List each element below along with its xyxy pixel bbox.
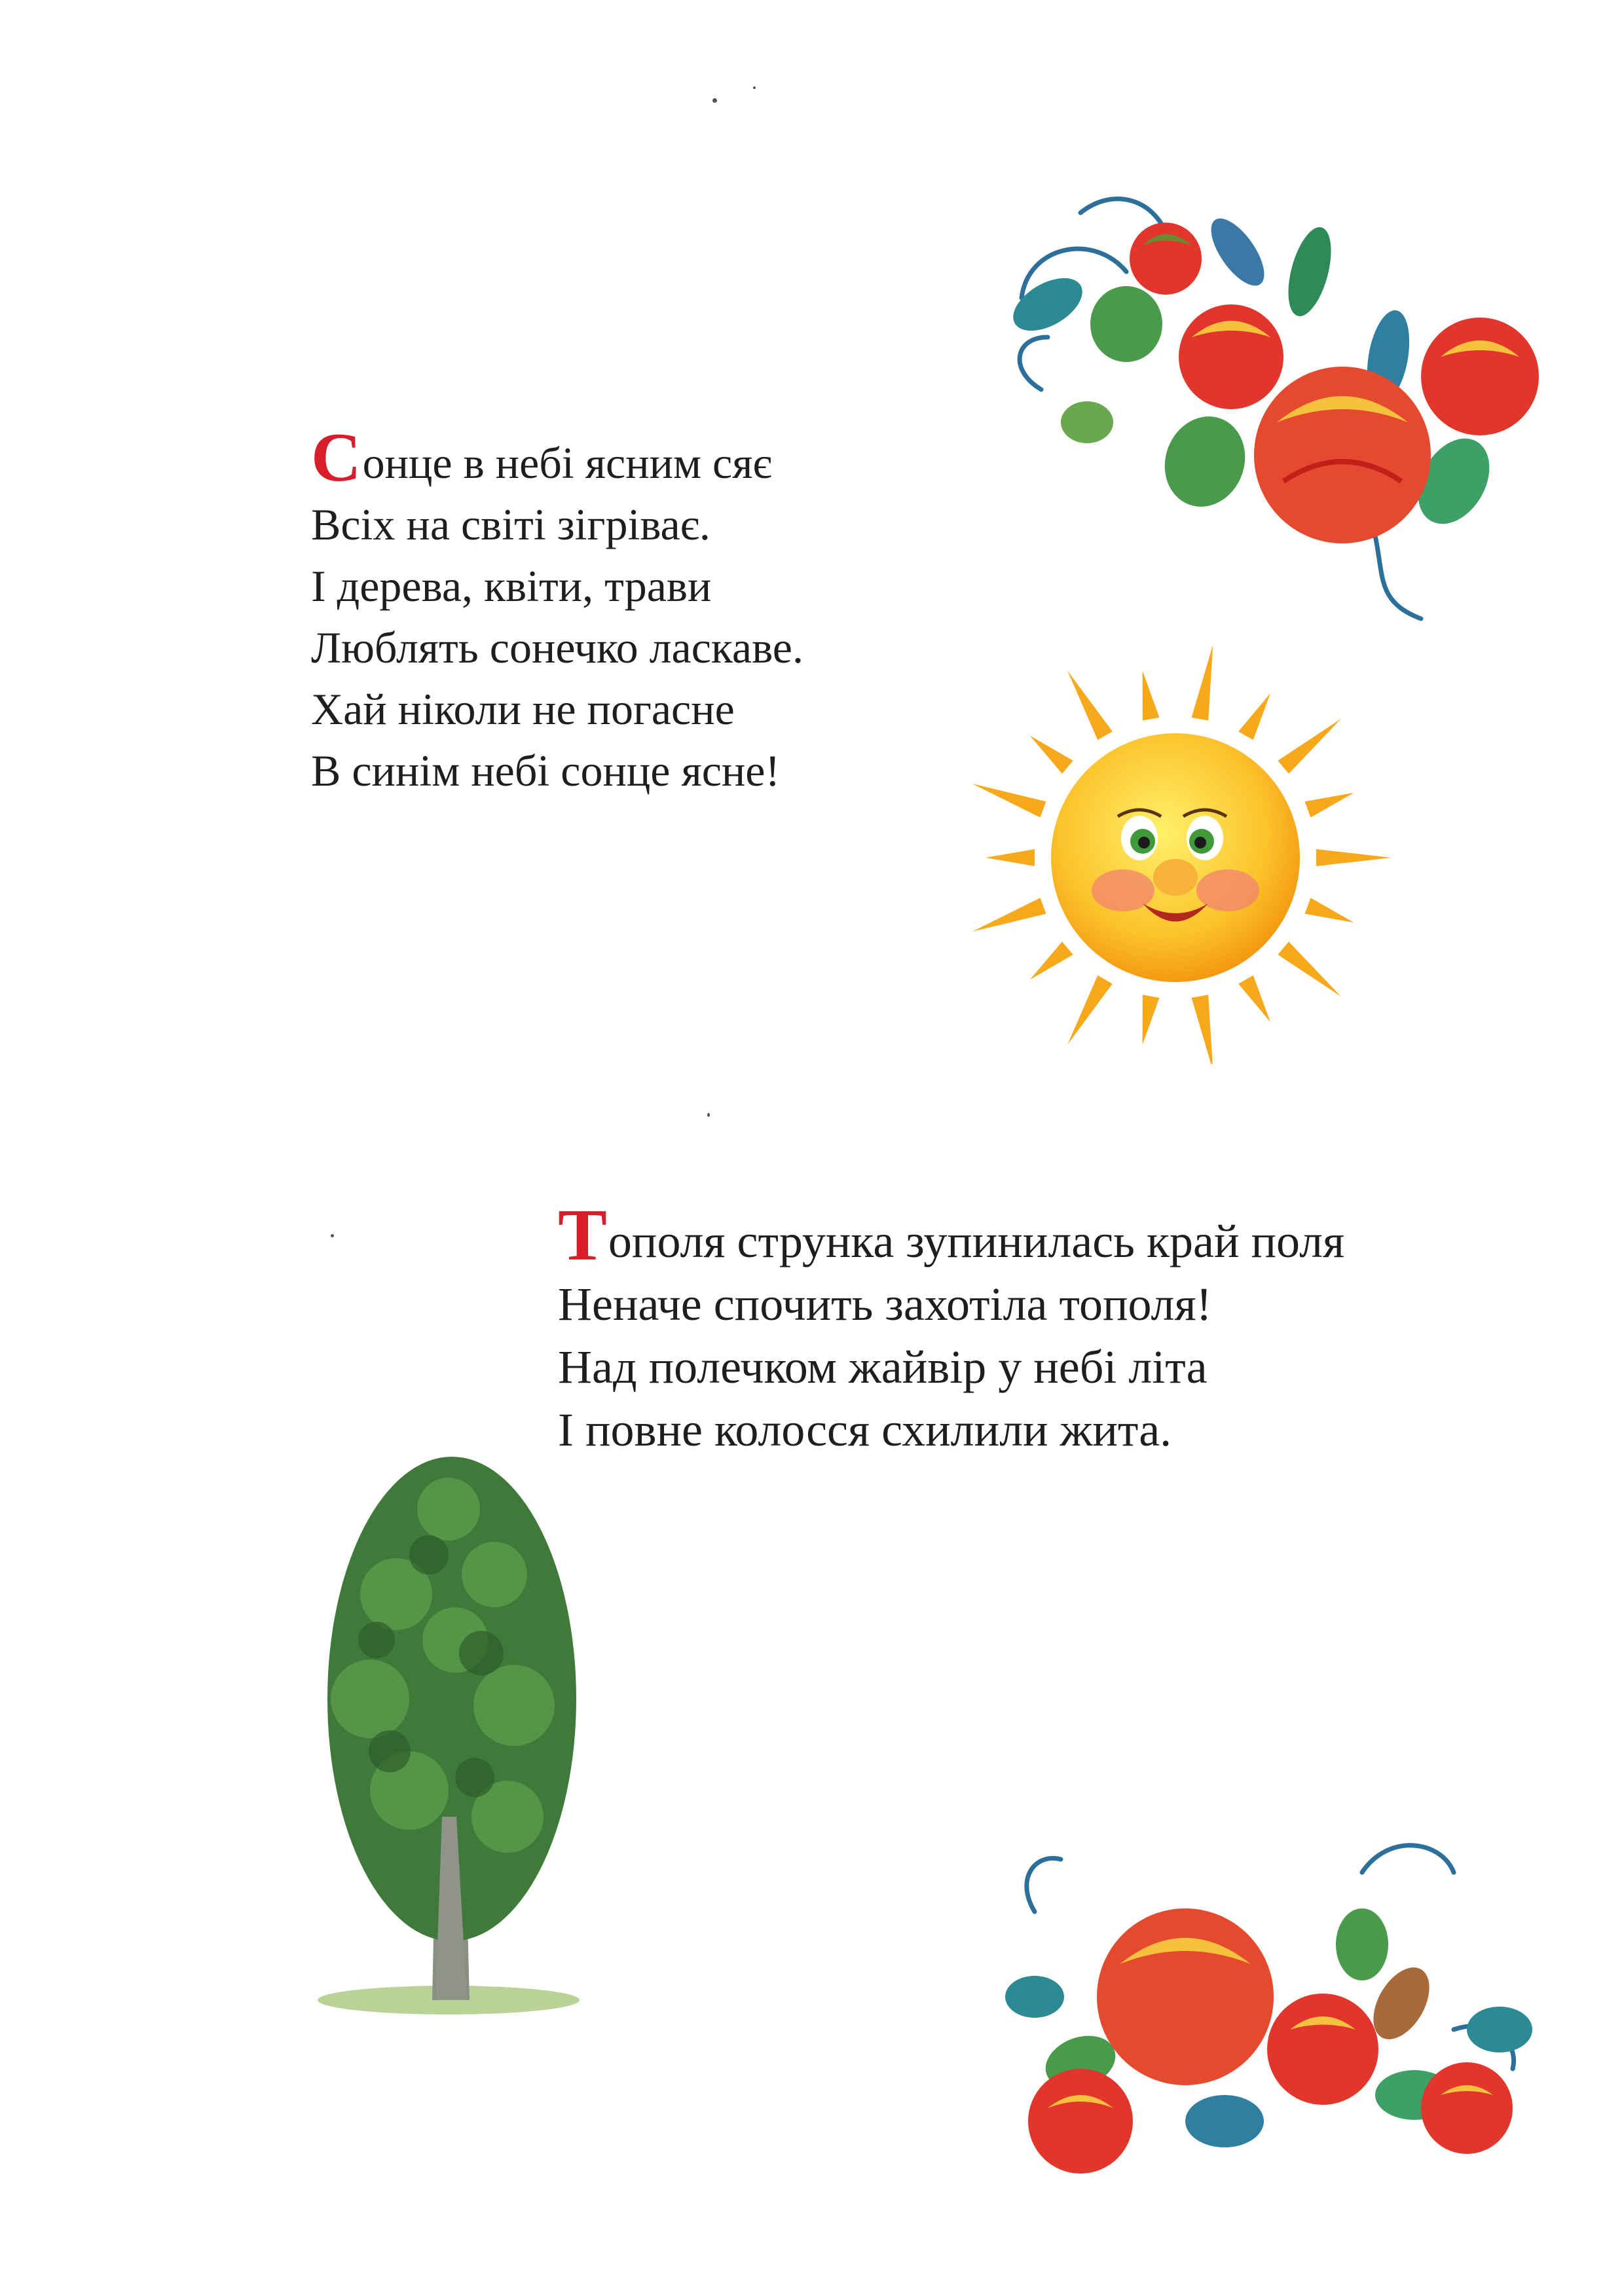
scan-speck [331,1234,334,1237]
sun-ray [1305,898,1354,922]
scan-speck [753,86,756,89]
sun-ray [1316,849,1392,866]
poem-line: В синім небі сонце ясне! [311,746,781,795]
sun-ray [972,898,1046,932]
sun-ray [972,784,1046,818]
sun-ray [1192,994,1213,1064]
first-line-text: ополя струнка зупинилась край поля [608,1215,1345,1267]
sun-ray [1238,693,1270,740]
sun-ray [1278,719,1340,774]
sun-ray [1067,975,1113,1045]
poem-line: Над полечком жайвір у небі літа [558,1341,1208,1393]
poem-line: І повне колосся схилили жита. [558,1404,1172,1456]
drop-cap: С [311,418,361,496]
poem-sun [311,418,803,801]
poplar-tree-icon [298,1424,599,2026]
drop-cap: Т [558,1195,607,1276]
sun-ray [1067,670,1113,740]
sun-ray [986,849,1035,866]
sun-ray [1192,645,1213,721]
sun-ray [1305,793,1354,818]
poem-line: Неначе спочить захотіла тополя! [558,1278,1212,1330]
petrykivka-flowers-icon [1002,173,1552,632]
first-line-text: онце в небі ясним сяє [362,438,772,488]
scan-speck [707,1113,710,1117]
petrykivka-flowers-icon [995,1833,1545,2174]
poem-line: Люблять сонечко ласкаве. [311,623,803,672]
sun-ray [1238,975,1270,1022]
smiling-sun-icon [913,632,1421,1064]
sun-ray [1278,941,1340,996]
poem-line: Всіх на світі зігріває. [311,500,710,549]
sun-ray [1030,941,1073,979]
scan-speck [712,98,717,103]
sun-ray [1143,994,1160,1044]
poem-line: Хай ніколи не погасне [311,684,735,734]
poem-first-line [558,1195,1345,1276]
poem-poplar [558,1195,1345,1461]
poem-line: І дерева, квіти, трави [311,561,712,611]
poem-first-line [311,418,803,496]
sun-ray [1143,670,1160,720]
sun-ray [1030,736,1073,774]
